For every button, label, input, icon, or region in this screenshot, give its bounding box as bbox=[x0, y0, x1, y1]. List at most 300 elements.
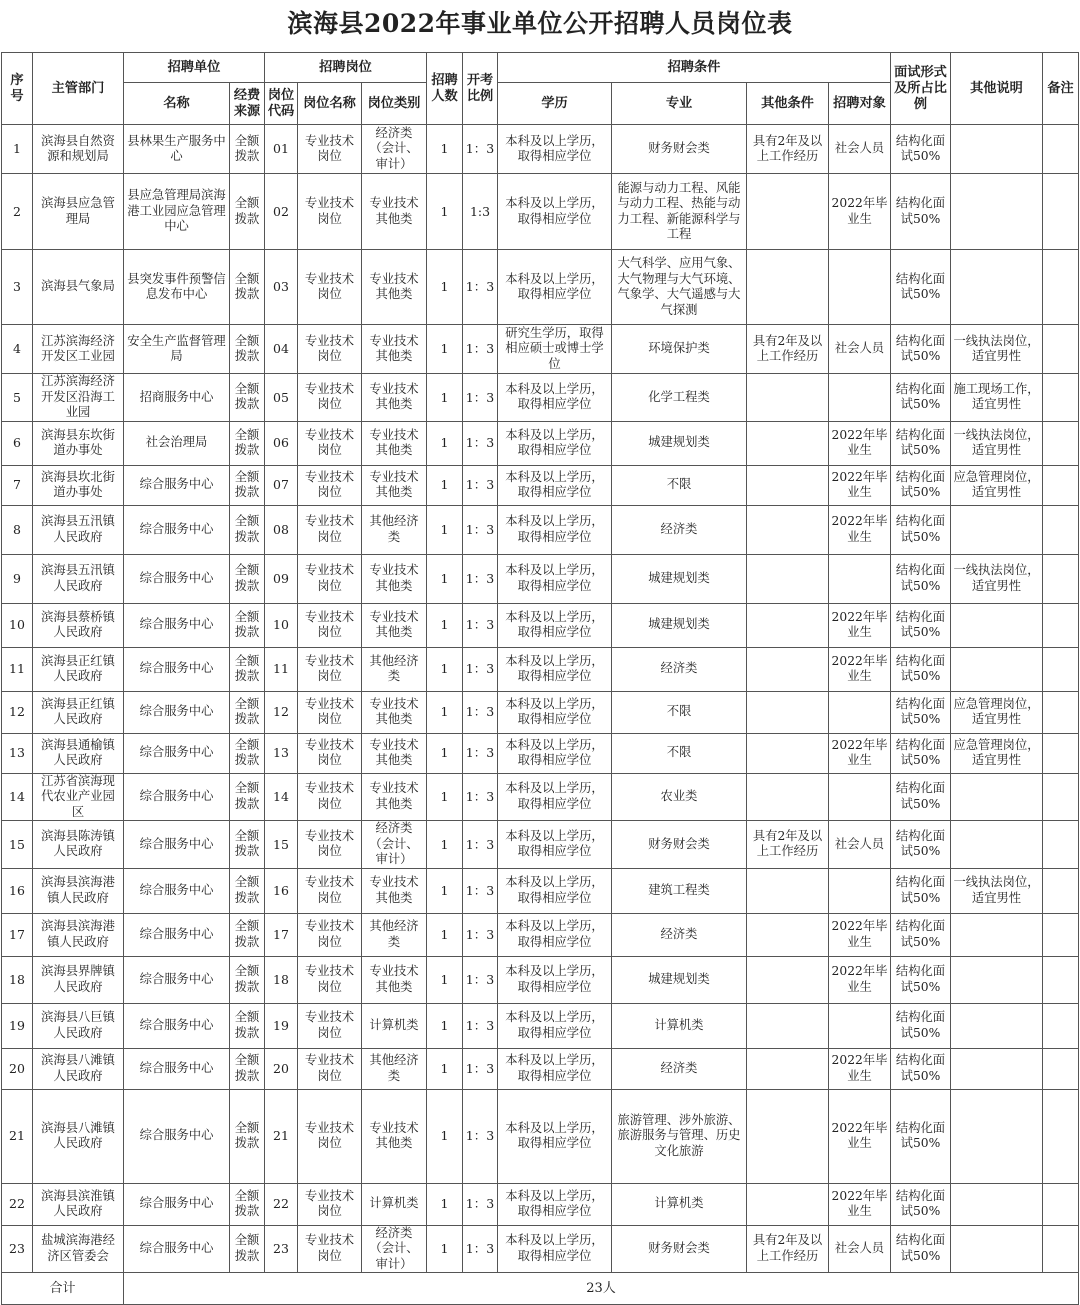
cell-note: 应急管理岗位，适宜男性 bbox=[951, 691, 1043, 733]
header-post-name: 岗位名称 bbox=[298, 83, 362, 125]
cell-count: 1 bbox=[427, 554, 463, 603]
cell-interview: 结构化面试50% bbox=[891, 691, 951, 733]
cell-ratio: 1：3 bbox=[463, 1225, 498, 1273]
cell-unit: 综合服务中心 bbox=[124, 956, 230, 1003]
cell-dept: 滨海县气象局 bbox=[33, 250, 124, 325]
cell-ratio: 1：3 bbox=[463, 647, 498, 691]
cell-pname: 专业技术岗位 bbox=[298, 1225, 362, 1273]
cell-code: 12 bbox=[265, 691, 298, 733]
cell-major: 建筑工程类 bbox=[612, 868, 747, 913]
cell-dept: 滨海县界牌镇人民政府 bbox=[33, 956, 124, 1003]
cell-major: 城建规划类 bbox=[612, 554, 747, 603]
cell-code: 22 bbox=[265, 1183, 298, 1225]
cell-target bbox=[829, 250, 891, 325]
cell-count: 1 bbox=[427, 1089, 463, 1183]
cell-ptype: 专业技术其他类 bbox=[362, 773, 427, 821]
cell-remark bbox=[1043, 733, 1079, 773]
cell-interview: 结构化面试50% bbox=[891, 374, 951, 422]
header-interview: 面试形式及所占比例 bbox=[891, 53, 951, 125]
header-funding: 经费来源 bbox=[230, 83, 265, 125]
cell-note bbox=[951, 1089, 1043, 1183]
cell-code: 09 bbox=[265, 554, 298, 603]
table-row bbox=[2, 773, 1079, 821]
cell-unit: 综合服务中心 bbox=[124, 647, 230, 691]
cell-unit: 综合服务中心 bbox=[124, 1183, 230, 1225]
table-row bbox=[2, 1003, 1079, 1048]
cell-seq: 2 bbox=[2, 174, 33, 250]
cell-note bbox=[951, 174, 1043, 250]
cell-unit: 综合服务中心 bbox=[124, 1048, 230, 1089]
cell-edu: 本科及以上学历，取得相应学位 bbox=[498, 868, 612, 913]
cell-edu: 本科及以上学历，取得相应学位 bbox=[498, 956, 612, 1003]
header-post-type: 岗位类别 bbox=[362, 83, 427, 125]
cell-dept: 盐城滨海港经济区管委会 bbox=[33, 1225, 124, 1273]
cell-ptype: 其他经济类 bbox=[362, 505, 427, 554]
cell-code: 13 bbox=[265, 733, 298, 773]
cell-pname: 专业技术岗位 bbox=[298, 691, 362, 733]
cell-code: 07 bbox=[265, 465, 298, 505]
cell-unit: 综合服务中心 bbox=[124, 913, 230, 956]
table-row bbox=[2, 691, 1079, 733]
cell-dept: 滨海县陈涛镇人民政府 bbox=[33, 821, 124, 869]
cell-target: 社会人员 bbox=[829, 1225, 891, 1273]
cell-fund: 全额拨款 bbox=[230, 733, 265, 773]
cell-unit: 综合服务中心 bbox=[124, 603, 230, 647]
cell-fund: 全额拨款 bbox=[230, 421, 265, 465]
cell-major: 计算机类 bbox=[612, 1183, 747, 1225]
cell-seq: 15 bbox=[2, 821, 33, 869]
cell-fund: 全额拨款 bbox=[230, 913, 265, 956]
cell-remark bbox=[1043, 1003, 1079, 1048]
recruitment-table bbox=[1, 52, 1079, 1305]
cell-count: 1 bbox=[427, 325, 463, 374]
header-seq: 序号 bbox=[2, 53, 33, 125]
cell-pname: 专业技术岗位 bbox=[298, 174, 362, 250]
cell-major: 农业类 bbox=[612, 773, 747, 821]
cell-count: 1 bbox=[427, 603, 463, 647]
table-row bbox=[2, 868, 1079, 913]
cell-ratio: 1：3 bbox=[463, 374, 498, 422]
cell-ptype: 专业技术其他类 bbox=[362, 174, 427, 250]
cell-ratio: 1:3 bbox=[463, 174, 498, 250]
cell-code: 01 bbox=[265, 125, 298, 174]
cell-ratio: 1：3 bbox=[463, 821, 498, 869]
cell-unit: 综合服务中心 bbox=[124, 465, 230, 505]
cell-pname: 专业技术岗位 bbox=[298, 125, 362, 174]
cell-major: 财务财会类 bbox=[612, 125, 747, 174]
cell-code: 17 bbox=[265, 913, 298, 956]
cell-interview: 结构化面试50% bbox=[891, 1089, 951, 1183]
cell-ratio: 1：3 bbox=[463, 325, 498, 374]
cell-target: 2022年毕业生 bbox=[829, 603, 891, 647]
cell-fund: 全额拨款 bbox=[230, 554, 265, 603]
cell-interview: 结构化面试50% bbox=[891, 554, 951, 603]
cell-code: 21 bbox=[265, 1089, 298, 1183]
cell-note: 应急管理岗位，适宜男性 bbox=[951, 733, 1043, 773]
cell-ratio: 1：3 bbox=[463, 421, 498, 465]
cell-target bbox=[829, 374, 891, 422]
cell-dept: 滨海县东坎街道办事处 bbox=[33, 421, 124, 465]
cell-ratio: 1：3 bbox=[463, 913, 498, 956]
cell-other bbox=[747, 554, 829, 603]
cell-edu: 本科及以上学历，取得相应学位 bbox=[498, 125, 612, 174]
cell-count: 1 bbox=[427, 174, 463, 250]
cell-pname: 专业技术岗位 bbox=[298, 956, 362, 1003]
page-title: 滨海县2022年事业单位公开招聘人员岗位表 bbox=[287, 9, 793, 38]
cell-seq: 10 bbox=[2, 603, 33, 647]
cell-seq: 1 bbox=[2, 125, 33, 174]
cell-edu: 本科及以上学历，取得相应学位 bbox=[498, 691, 612, 733]
cell-edu: 本科及以上学历，取得相应学位 bbox=[498, 1225, 612, 1273]
cell-code: 16 bbox=[265, 868, 298, 913]
cell-target: 社会人员 bbox=[829, 325, 891, 374]
header-other: 其他条件 bbox=[747, 83, 829, 125]
cell-ptype: 专业技术其他类 bbox=[362, 325, 427, 374]
cell-other bbox=[747, 691, 829, 733]
cell-fund: 全额拨款 bbox=[230, 174, 265, 250]
cell-target bbox=[829, 554, 891, 603]
cell-dept: 滨海县八滩镇人民政府 bbox=[33, 1089, 124, 1183]
cell-fund: 全额拨款 bbox=[230, 603, 265, 647]
cell-ratio: 1：3 bbox=[463, 1183, 498, 1225]
cell-note bbox=[951, 1048, 1043, 1089]
cell-unit: 县林果生产服务中心 bbox=[124, 125, 230, 174]
cell-edu: 本科及以上学历，取得相应学位 bbox=[498, 174, 612, 250]
header-unit-name: 名称 bbox=[124, 83, 230, 125]
cell-note bbox=[951, 505, 1043, 554]
cell-remark bbox=[1043, 1048, 1079, 1089]
cell-target: 社会人员 bbox=[829, 821, 891, 869]
cell-remark bbox=[1043, 125, 1079, 174]
cell-fund: 全额拨款 bbox=[230, 325, 265, 374]
cell-target: 社会人员 bbox=[829, 125, 891, 174]
cell-code: 10 bbox=[265, 603, 298, 647]
cell-count: 1 bbox=[427, 868, 463, 913]
footer-total-label: 合计 bbox=[2, 1273, 124, 1305]
cell-code: 08 bbox=[265, 505, 298, 554]
cell-ratio: 1：3 bbox=[463, 691, 498, 733]
cell-target: 2022年毕业生 bbox=[829, 1048, 891, 1089]
cell-fund: 全额拨款 bbox=[230, 250, 265, 325]
cell-interview: 结构化面试50% bbox=[891, 505, 951, 554]
cell-seq: 4 bbox=[2, 325, 33, 374]
table-row bbox=[2, 603, 1079, 647]
cell-ptype: 专业技术其他类 bbox=[362, 1089, 427, 1183]
table-row bbox=[2, 465, 1079, 505]
cell-remark bbox=[1043, 421, 1079, 465]
cell-note: 一线执法岗位，适宜男性 bbox=[951, 421, 1043, 465]
cell-seq: 8 bbox=[2, 505, 33, 554]
cell-seq: 6 bbox=[2, 421, 33, 465]
cell-other bbox=[747, 956, 829, 1003]
cell-other: 具有2年及以上工作经历 bbox=[747, 325, 829, 374]
cell-remark bbox=[1043, 1089, 1079, 1183]
cell-pname: 专业技术岗位 bbox=[298, 465, 362, 505]
cell-ptype: 计算机类 bbox=[362, 1003, 427, 1048]
cell-other bbox=[747, 773, 829, 821]
cell-seq: 13 bbox=[2, 733, 33, 773]
cell-code: 04 bbox=[265, 325, 298, 374]
cell-other bbox=[747, 868, 829, 913]
cell-dept: 滨海县蔡桥镇人民政府 bbox=[33, 603, 124, 647]
cell-pname: 专业技术岗位 bbox=[298, 325, 362, 374]
cell-other bbox=[747, 913, 829, 956]
cell-interview: 结构化面试50% bbox=[891, 603, 951, 647]
header-cond-group: 招聘条件 bbox=[498, 53, 891, 83]
cell-remark bbox=[1043, 374, 1079, 422]
cell-other bbox=[747, 733, 829, 773]
cell-edu: 本科及以上学历，取得相应学位 bbox=[498, 505, 612, 554]
cell-pname: 专业技术岗位 bbox=[298, 821, 362, 869]
header-major: 专业 bbox=[612, 83, 747, 125]
cell-target bbox=[829, 773, 891, 821]
cell-interview: 结构化面试50% bbox=[891, 1225, 951, 1273]
cell-fund: 全额拨款 bbox=[230, 821, 265, 869]
cell-major: 城建规划类 bbox=[612, 421, 747, 465]
header-unit-group: 招聘单位 bbox=[124, 53, 265, 83]
table-row bbox=[2, 733, 1079, 773]
cell-edu: 本科及以上学历，取得相应学位 bbox=[498, 773, 612, 821]
cell-count: 1 bbox=[427, 773, 463, 821]
cell-pname: 专业技术岗位 bbox=[298, 554, 362, 603]
cell-unit: 县应急管理局滨海港工业园应急管理中心 bbox=[124, 174, 230, 250]
header-target: 招聘对象 bbox=[829, 83, 891, 125]
cell-note: 一线执法岗位，适宜男性 bbox=[951, 868, 1043, 913]
cell-pname: 专业技术岗位 bbox=[298, 647, 362, 691]
cell-major: 财务财会类 bbox=[612, 1225, 747, 1273]
cell-target: 2022年毕业生 bbox=[829, 913, 891, 956]
cell-ratio: 1：3 bbox=[463, 1048, 498, 1089]
cell-ptype: 专业技术其他类 bbox=[362, 250, 427, 325]
cell-fund: 全额拨款 bbox=[230, 1225, 265, 1273]
cell-other bbox=[747, 174, 829, 250]
cell-major: 城建规划类 bbox=[612, 956, 747, 1003]
cell-interview: 结构化面试50% bbox=[891, 1048, 951, 1089]
cell-fund: 全额拨款 bbox=[230, 691, 265, 733]
cell-target: 2022年毕业生 bbox=[829, 421, 891, 465]
cell-ratio: 1：3 bbox=[463, 1089, 498, 1183]
header-dept: 主管部门 bbox=[33, 53, 124, 125]
cell-ptype: 专业技术其他类 bbox=[362, 956, 427, 1003]
cell-unit: 综合服务中心 bbox=[124, 691, 230, 733]
cell-target: 2022年毕业生 bbox=[829, 505, 891, 554]
table-row bbox=[2, 374, 1079, 422]
cell-count: 1 bbox=[427, 821, 463, 869]
cell-other bbox=[747, 1089, 829, 1183]
cell-ratio: 1：3 bbox=[463, 505, 498, 554]
cell-interview: 结构化面试50% bbox=[891, 1003, 951, 1048]
cell-count: 1 bbox=[427, 125, 463, 174]
cell-count: 1 bbox=[427, 733, 463, 773]
cell-interview: 结构化面试50% bbox=[891, 1183, 951, 1225]
table-row bbox=[2, 1183, 1079, 1225]
cell-interview: 结构化面试50% bbox=[891, 647, 951, 691]
cell-other bbox=[747, 1183, 829, 1225]
cell-remark bbox=[1043, 465, 1079, 505]
cell-seq: 11 bbox=[2, 647, 33, 691]
cell-code: 15 bbox=[265, 821, 298, 869]
cell-ptype: 其他经济类 bbox=[362, 1048, 427, 1089]
cell-other bbox=[747, 1003, 829, 1048]
cell-code: 11 bbox=[265, 647, 298, 691]
cell-pname: 专业技术岗位 bbox=[298, 1003, 362, 1048]
cell-code: 03 bbox=[265, 250, 298, 325]
cell-fund: 全额拨款 bbox=[230, 956, 265, 1003]
cell-dept: 滨海县五汛镇人民政府 bbox=[33, 554, 124, 603]
cell-dept: 滨海县滨海港镇人民政府 bbox=[33, 868, 124, 913]
cell-pname: 专业技术岗位 bbox=[298, 250, 362, 325]
cell-target bbox=[829, 868, 891, 913]
cell-pname: 专业技术岗位 bbox=[298, 1183, 362, 1225]
table-row bbox=[2, 1048, 1079, 1089]
cell-ptype: 经济类（会计、审计） bbox=[362, 1225, 427, 1273]
cell-note bbox=[951, 821, 1043, 869]
cell-count: 1 bbox=[427, 421, 463, 465]
cell-interview: 结构化面试50% bbox=[891, 913, 951, 956]
cell-remark bbox=[1043, 691, 1079, 733]
cell-pname: 专业技术岗位 bbox=[298, 1089, 362, 1183]
cell-dept: 滨海县正红镇人民政府 bbox=[33, 691, 124, 733]
cell-ptype: 经济类（会计、审计） bbox=[362, 125, 427, 174]
cell-edu: 本科及以上学历，取得相应学位 bbox=[498, 913, 612, 956]
cell-unit: 综合服务中心 bbox=[124, 1089, 230, 1183]
cell-note bbox=[951, 913, 1043, 956]
cell-fund: 全额拨款 bbox=[230, 1089, 265, 1183]
cell-other: 具有2年及以上工作经历 bbox=[747, 125, 829, 174]
cell-ratio: 1：3 bbox=[463, 125, 498, 174]
cell-fund: 全额拨款 bbox=[230, 1183, 265, 1225]
cell-remark bbox=[1043, 868, 1079, 913]
cell-note: 一线执法岗位，适宜男性 bbox=[951, 554, 1043, 603]
cell-note bbox=[951, 603, 1043, 647]
cell-other bbox=[747, 421, 829, 465]
cell-fund: 全额拨款 bbox=[230, 1048, 265, 1089]
cell-other bbox=[747, 647, 829, 691]
cell-remark bbox=[1043, 773, 1079, 821]
cell-interview: 结构化面试50% bbox=[891, 174, 951, 250]
cell-remark bbox=[1043, 647, 1079, 691]
cell-note bbox=[951, 1225, 1043, 1273]
cell-target: 2022年毕业生 bbox=[829, 1183, 891, 1225]
cell-edu: 本科及以上学历，取得相应学位 bbox=[498, 1048, 612, 1089]
cell-dept: 滨海县五汛镇人民政府 bbox=[33, 505, 124, 554]
table-row bbox=[2, 125, 1079, 174]
cell-other bbox=[747, 505, 829, 554]
cell-fund: 全额拨款 bbox=[230, 465, 265, 505]
cell-unit: 综合服务中心 bbox=[124, 1225, 230, 1273]
cell-ptype: 专业技术其他类 bbox=[362, 868, 427, 913]
cell-interview: 结构化面试50% bbox=[891, 325, 951, 374]
table-row bbox=[2, 174, 1079, 250]
cell-major: 经济类 bbox=[612, 647, 747, 691]
table-row bbox=[2, 913, 1079, 956]
cell-pname: 专业技术岗位 bbox=[298, 913, 362, 956]
header-remark: 备注 bbox=[1043, 53, 1079, 125]
cell-unit: 综合服务中心 bbox=[124, 733, 230, 773]
cell-target: 2022年毕业生 bbox=[829, 174, 891, 250]
cell-pname: 专业技术岗位 bbox=[298, 1048, 362, 1089]
cell-ptype: 专业技术其他类 bbox=[362, 691, 427, 733]
cell-edu: 本科及以上学历，取得相应学位 bbox=[498, 465, 612, 505]
cell-dept: 江苏滨海经济开发区沿海工业园 bbox=[33, 374, 124, 422]
cell-remark bbox=[1043, 1225, 1079, 1273]
table-row bbox=[2, 325, 1079, 374]
cell-code: 18 bbox=[265, 956, 298, 1003]
cell-ratio: 1：3 bbox=[463, 603, 498, 647]
cell-pname: 专业技术岗位 bbox=[298, 773, 362, 821]
table-row bbox=[2, 1225, 1079, 1273]
cell-unit: 综合服务中心 bbox=[124, 505, 230, 554]
cell-remark bbox=[1043, 174, 1079, 250]
cell-other bbox=[747, 250, 829, 325]
cell-ptype: 专业技术其他类 bbox=[362, 733, 427, 773]
cell-edu: 本科及以上学历，取得相应学位 bbox=[498, 374, 612, 422]
cell-unit: 县突发事件预警信息发布中心 bbox=[124, 250, 230, 325]
cell-pname: 专业技术岗位 bbox=[298, 603, 362, 647]
table-row bbox=[2, 1089, 1079, 1183]
cell-pname: 专业技术岗位 bbox=[298, 505, 362, 554]
cell-dept: 江苏省滨海现代农业产业园区 bbox=[33, 773, 124, 821]
cell-interview: 结构化面试50% bbox=[891, 421, 951, 465]
cell-pname: 专业技术岗位 bbox=[298, 421, 362, 465]
cell-remark bbox=[1043, 913, 1079, 956]
cell-ptype: 其他经济类 bbox=[362, 647, 427, 691]
cell-dept: 江苏滨海经济开发区工业园 bbox=[33, 325, 124, 374]
cell-remark bbox=[1043, 325, 1079, 374]
table-row bbox=[2, 647, 1079, 691]
cell-ratio: 1：3 bbox=[463, 465, 498, 505]
cell-count: 1 bbox=[427, 1183, 463, 1225]
cell-code: 23 bbox=[265, 1225, 298, 1273]
cell-fund: 全额拨款 bbox=[230, 868, 265, 913]
cell-edu: 本科及以上学历，取得相应学位 bbox=[498, 733, 612, 773]
cell-ptype: 专业技术其他类 bbox=[362, 374, 427, 422]
cell-ptype: 经济类（会计、审计） bbox=[362, 821, 427, 869]
cell-major: 旅游管理、涉外旅游、旅游服务与管理、历史文化旅游 bbox=[612, 1089, 747, 1183]
cell-ratio: 1：3 bbox=[463, 1003, 498, 1048]
cell-target bbox=[829, 1003, 891, 1048]
cell-edu: 本科及以上学历，取得相应学位 bbox=[498, 421, 612, 465]
cell-major: 不限 bbox=[612, 733, 747, 773]
header-ratio: 开考比例 bbox=[463, 53, 498, 125]
cell-seq: 22 bbox=[2, 1183, 33, 1225]
cell-remark bbox=[1043, 554, 1079, 603]
cell-major: 环境保护类 bbox=[612, 325, 747, 374]
cell-unit: 综合服务中心 bbox=[124, 554, 230, 603]
cell-target bbox=[829, 691, 891, 733]
cell-other bbox=[747, 374, 829, 422]
cell-note: 一线执法岗位，适宜男性 bbox=[951, 325, 1043, 374]
table-row bbox=[2, 250, 1079, 325]
cell-pname: 专业技术岗位 bbox=[298, 733, 362, 773]
cell-interview: 结构化面试50% bbox=[891, 773, 951, 821]
cell-seq: 14 bbox=[2, 773, 33, 821]
cell-ratio: 1：3 bbox=[463, 733, 498, 773]
cell-seq: 5 bbox=[2, 374, 33, 422]
header-post-group: 招聘岗位 bbox=[265, 53, 427, 83]
cell-unit: 安全生产监督管理局 bbox=[124, 325, 230, 374]
cell-count: 1 bbox=[427, 465, 463, 505]
header-note: 其他说明 bbox=[951, 53, 1043, 125]
cell-interview: 结构化面试50% bbox=[891, 733, 951, 773]
cell-code: 05 bbox=[265, 374, 298, 422]
cell-edu: 本科及以上学历，取得相应学位 bbox=[498, 554, 612, 603]
cell-dept: 滨海县滨淮镇人民政府 bbox=[33, 1183, 124, 1225]
table-row bbox=[2, 554, 1079, 603]
cell-seq: 21 bbox=[2, 1089, 33, 1183]
footer-total-value: 23人 bbox=[124, 1273, 1079, 1305]
cell-remark bbox=[1043, 1183, 1079, 1225]
